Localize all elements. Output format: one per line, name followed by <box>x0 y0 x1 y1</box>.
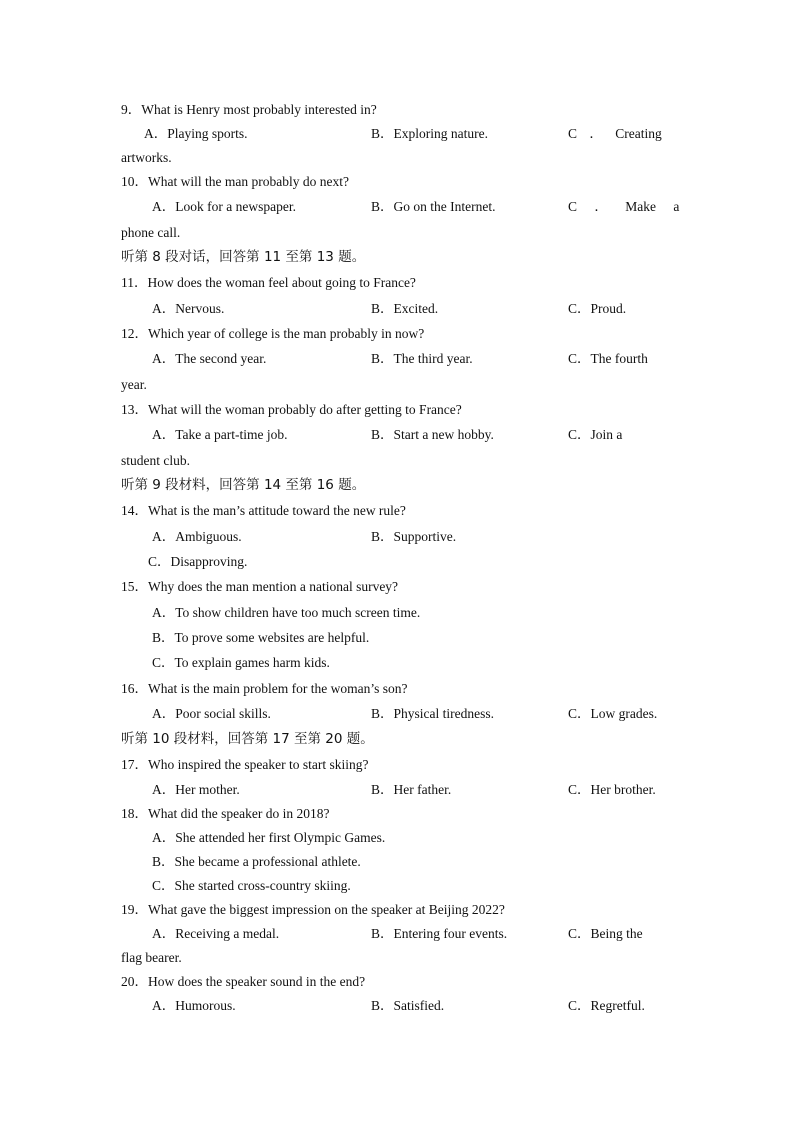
option-a: A．Nervous. <box>152 301 225 316</box>
option-c: C ． Make a <box>568 199 680 214</box>
option-a: A．The second year. <box>152 351 267 366</box>
option-c: C．Proud. <box>568 301 627 316</box>
question-19 <box>0 899 794 921</box>
options-row <box>0 196 794 218</box>
option-a: A．To show children have too much screen time. <box>152 605 421 620</box>
option-b: B．Entering four events. <box>371 926 508 941</box>
option-continuation <box>0 450 794 472</box>
options-row <box>0 298 794 320</box>
question-stem: 19．What gave the biggest impression on the speaker at Beijing 2022? <box>121 902 505 917</box>
question-stem: 15．Why does the man mention a national survey? <box>121 579 399 594</box>
option-b: B．Her father. <box>371 782 452 797</box>
option-c: C．Being the <box>568 926 643 941</box>
section-heading-9 <box>0 474 794 496</box>
section-heading-text: 听第 10 段材料，回答第 17 至第 20 题。 <box>121 731 374 747</box>
option-c: C．The fourth <box>568 351 648 366</box>
options-row <box>0 348 794 370</box>
options-row <box>0 827 794 849</box>
section-heading-10 <box>0 728 794 750</box>
options-row <box>0 923 794 945</box>
options-row <box>0 779 794 801</box>
option-continuation <box>0 947 794 969</box>
option-a: A．Ambiguous. <box>152 529 242 544</box>
question-16 <box>0 678 794 700</box>
option-b: B．Go on the Internet. <box>371 199 496 214</box>
options-row <box>0 851 794 873</box>
option-c: C．To explain games harm kids. <box>152 655 330 670</box>
section-heading-text: 听第 9 段材料，回答第 14 至第 16 题。 <box>121 477 366 493</box>
question-18 <box>0 803 794 825</box>
option-c-continuation: artworks. <box>121 150 172 165</box>
question-9 <box>0 99 794 121</box>
question-12 <box>0 323 794 345</box>
option-c: C．Low grades. <box>568 706 658 721</box>
option-c: C ． Creating <box>568 126 662 141</box>
section-heading-8 <box>0 246 794 268</box>
option-a: A．Receiving a medal. <box>152 926 280 941</box>
option-c: C．Her brother. <box>568 782 656 797</box>
question-stem: 12．Which year of college is the man probably in now? <box>121 326 425 341</box>
options-row <box>0 123 794 145</box>
options-row <box>0 995 794 1017</box>
question-11 <box>0 272 794 294</box>
option-b: B．Supportive. <box>371 529 457 544</box>
option-a: A．Poor social skills. <box>152 706 271 721</box>
option-a: A．She attended her first Olympic Games. <box>152 830 386 845</box>
option-c: C．Disapproving. <box>148 554 248 569</box>
section-heading-text: 听第 8 段对话，回答第 11 至第 13 题。 <box>121 249 366 265</box>
option-c: C．She started cross-country skiing. <box>152 878 351 893</box>
option-a: A．Her mother. <box>152 782 240 797</box>
option-continuation <box>0 222 794 244</box>
option-a: A．Take a part-time job. <box>152 427 288 442</box>
option-b: B．Start a new hobby. <box>371 427 494 442</box>
question-14 <box>0 500 794 522</box>
option-b: B．Exploring nature. <box>371 126 488 141</box>
question-stem: 9．What is Henry most probably interested in? <box>121 102 377 117</box>
option-c-continuation: flag bearer. <box>121 950 182 965</box>
options-row <box>0 703 794 725</box>
option-a: A．Humorous. <box>152 998 236 1013</box>
options-row <box>0 875 794 897</box>
option-a: A．Playing sports. <box>144 126 248 141</box>
question-13 <box>0 399 794 421</box>
options-row <box>0 602 794 624</box>
question-stem: 16．What is the main problem for the woman’s son? <box>121 681 408 696</box>
option-continuation <box>0 374 794 396</box>
question-stem: 13．What will the woman probably do after getting to France? <box>121 402 462 417</box>
option-c: C．Regretful. <box>568 998 645 1013</box>
question-stem: 10．What will the man probably do next? <box>121 174 349 189</box>
question-15 <box>0 576 794 598</box>
option-b: B．Excited. <box>371 301 439 316</box>
question-stem: 17．Who inspired the speaker to start skiing? <box>121 757 369 772</box>
options-row <box>0 551 794 573</box>
option-b: B．She became a professional athlete. <box>152 854 361 869</box>
options-row <box>0 652 794 674</box>
options-row <box>0 526 794 548</box>
question-stem: 18．What did the speaker do in 2018? <box>121 806 330 821</box>
option-b: B．Satisfied. <box>371 998 445 1013</box>
question-20 <box>0 971 794 993</box>
option-b: B．The third year. <box>371 351 473 366</box>
options-row <box>0 424 794 446</box>
question-stem: 20．How does the speaker sound in the end? <box>121 974 366 989</box>
option-b: B．To prove some websites are helpful. <box>152 630 370 645</box>
options-row <box>0 627 794 649</box>
question-10 <box>0 171 794 193</box>
question-stem: 14．What is the man’s attitude toward the new rule? <box>121 503 406 518</box>
option-c: C．Join a <box>568 427 623 442</box>
option-c-continuation: phone call. <box>121 225 181 240</box>
option-a: A．Look for a newspaper. <box>152 199 296 214</box>
option-c-continuation: year. <box>121 377 147 392</box>
option-c-continuation: student club. <box>121 453 190 468</box>
question-17 <box>0 754 794 776</box>
option-b: B．Physical tiredness. <box>371 706 494 721</box>
question-stem: 11．How does the woman feel about going to France? <box>121 275 416 290</box>
option-continuation <box>0 147 794 169</box>
